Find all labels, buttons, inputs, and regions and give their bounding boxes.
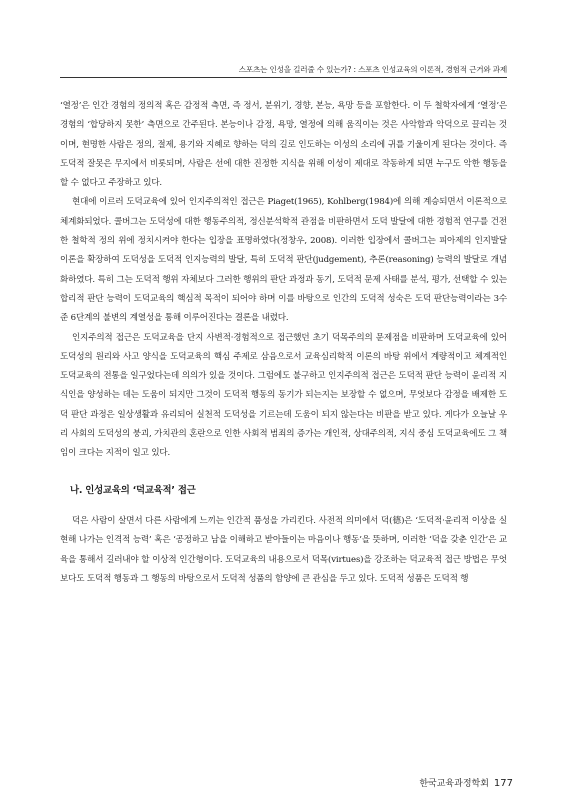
page-number: 177 (493, 778, 513, 789)
paragraph: ‘열정’은 인간 경험의 정의적 혹은 감정적 측면, 즉 정서, 분위기, 경향, 본능, 욕망 등을 포함한다. 이 두 철학자에게 ‘열정’은 경험의 ‘합당하지 못한’ 측면으로 간주된다. 본능이나 감정, 욕망, 열정에 의해 움직이는 것은 사악함과 악덕으로 끌리는 것이며, 현명한 사람은 정의, 절제, 용기와 지혜로 향하는 덕의 길로 인도하는 이성의 소리에 귀를 기울이게 된다는 것이다. 즉 도덕적 잘못은 무지에서 비롯되며, 사람은 선에 대한 진정한 지식을 위해 이성이 제대로 작동하게 되면 누구도 악한 행동을 할 수 없다고 주장하고 있다. (60, 101, 507, 189)
paragraph: 현대에 이르러 도덕교육에 있어 인지주의적인 접근은 Piaget(1965), Kohlberg(1984)에 의해 계승되면서 이론적으로 체계화되었다. 콜버그는 도덕성에 대한 행동주의적, 정신분석학적 관점을 비판하면서 도덕 발달에 대한 경험적 연구를 건전한 철학적 정의 위에 정치시켜야 한다는 입장을 표명하였다(정창우, 2008). 이러한 입장에서 콜버그는 피아제의 인지발달 이론을 확장하여 도덕성을 도덕적 인지능력의 발달, 특히 도덕적 판단(judgement), 추론(reasoning) 능력의 발달로 개념화하였다. 특히 그는 도덕적 행위 자체보다 그러한 행위의 판단 과정과 동기, 도덕적 문제 사태를 분석, 평가, 선택할 수 있는 합리적 판단 능력이 도덕교육의 핵심적 목적이 되어야 하며 이를 바탕으로 인간의 도덕적 성숙은 도덕 판단능력이라는 3수준 6단계의 불변의 계열성을 통해 이루어진다는 결론을 내렸다. (60, 197, 507, 324)
body-text (60, 97, 507, 589)
paragraph: 인지주의적 접근은 도덕교육을 단지 사변적·경험적으로 접근했던 초기 덕목주의의 문제점을 비판하며 도덕교육에 있어 도덕성의 원리와 사고 양식을 도덕교육의 핵심 주제로 삼음으로서 교육심리학적 이론의 바탕 위에서 계량적이고 체계적인 도덕교육의 전통을 일구었다는데 의의가 있을 것이다. 그럼에도 불구하고 인지주의적 접근은 도덕적 판단 능력이 윤리적 지식인을 양성하는 데는 도움이 되지만 그것이 도덕적 행동의 동기가 되는지는 보장할 수 없으며, 무엇보다 감정을 배제한 도덕 판단 과정은 일상생활과 유리되어 실천적 도덕성을 기르는데 도움이 되지 않는다는 비판을 받고 있다. 게다가 오늘날 우리 사회의 도덕성의 붕괴, 가치관의 혼란으로 인한 사회적 범죄의 증가는 개인적, 상대주의적, 지식 중심 도덕교육에도 그 책임이 크다는 지적이 일고 있다. (60, 332, 507, 459)
header-rule (60, 77, 507, 78)
running-head: 스포츠는 인성을 길러줄 수 있는가? : 스포츠 인성교육의 이론적, 경험적 근거와 과제 (238, 65, 507, 74)
page-footer (419, 776, 513, 789)
footer-publisher: 한국교육과정학회 (419, 779, 489, 789)
section-heading: 나. 인성교육의 ‘덕교육적’ 접근 (70, 484, 196, 496)
paragraph: 덕은 사람이 살면서 다른 사람에게 느끼는 인간적 품성을 가리킨다. 사전적 의미에서 덕(德)은 ‘도덕적·윤리적 이상을 실현해 나가는 인격적 능력’ 혹은 ‘공정하고 남을 이해하고 받아들이는 마음이나 행동’을 뜻하며, 이러한 ‘덕을 갖춘 인간’은 교육을 통해서 길러내야 할 이상적 인간형이다. 도덕교육의 내용으로서 덕목(virtues)을 강조하는 덕교육적 접근 방법은 무엇보다도 도덕적 행동과 그 행동의 바탕으로서 도덕적 성품의 함양에 큰 관심을 두고 있다. 도덕적 성품은 도덕적 행 (60, 515, 507, 584)
